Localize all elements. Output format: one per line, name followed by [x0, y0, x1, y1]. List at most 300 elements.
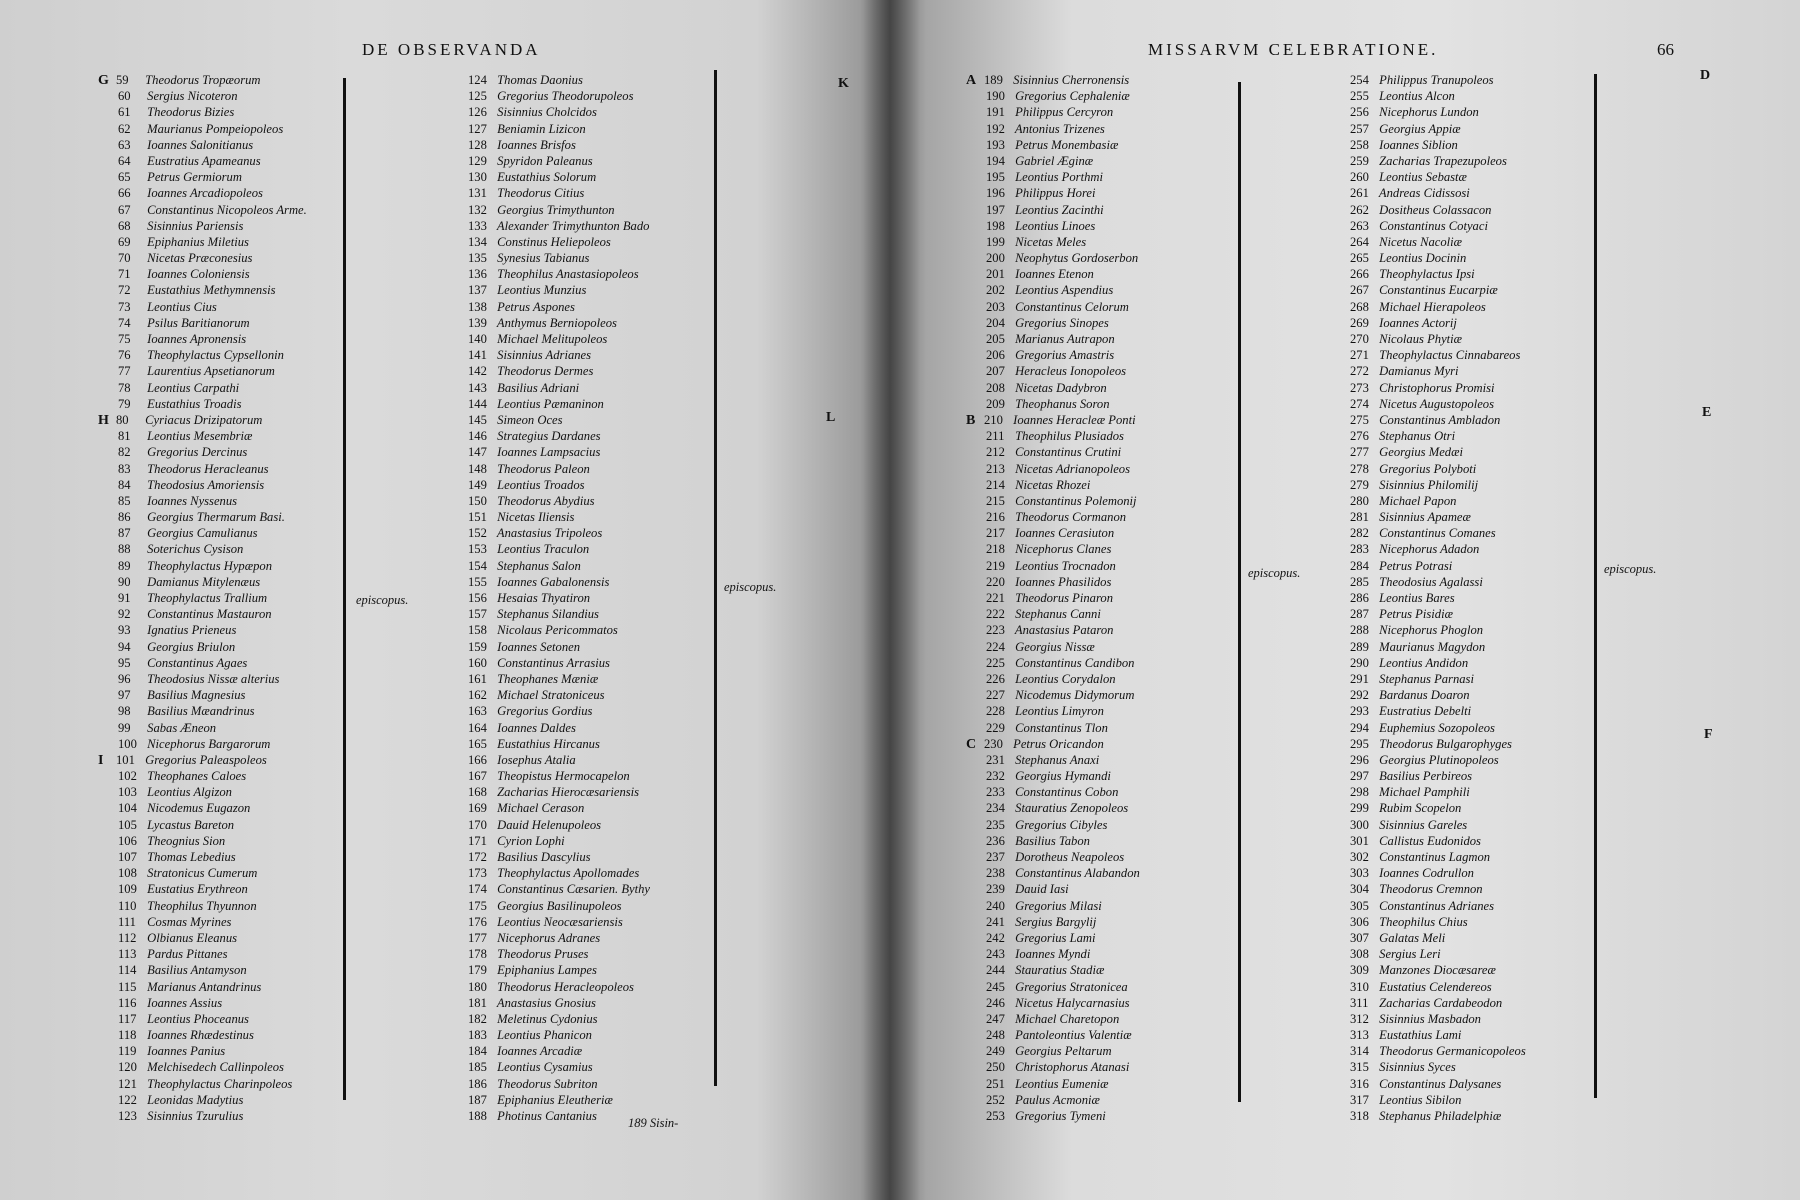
- list-item: [468, 1108, 650, 1124]
- entry-number: 106: [118, 833, 137, 848]
- list-item: [1350, 202, 1526, 218]
- entry-number: 107: [118, 850, 137, 864]
- entry-number: 230: [984, 736, 1003, 751]
- list-item: [1350, 315, 1526, 331]
- entry-number: 265: [1350, 251, 1369, 266]
- entry-name: Michael Charetopon: [1012, 1011, 1120, 1026]
- section-letter: B: [966, 412, 976, 428]
- entry-number: 306: [1350, 914, 1369, 929]
- entry-number: 205: [986, 332, 1005, 346]
- entry-number: 128: [468, 137, 487, 152]
- entry-name: Constantinus Nicopoleos Arme.: [144, 202, 307, 217]
- entry-name: Sisinnius Tzurulius: [144, 1109, 244, 1123]
- entry-name: Nicephorus Phoglon: [1376, 623, 1484, 638]
- entry-name: Ioannes Gabalonensis: [494, 574, 610, 589]
- entry-name: Petrus Monembasiæ: [1012, 137, 1119, 152]
- entry-number: 152: [468, 526, 487, 541]
- entry-name: Gregorius Cephaleniæ: [1012, 89, 1130, 104]
- list-item: [118, 137, 307, 153]
- entry-number: 211: [986, 429, 1005, 444]
- list-item: [1350, 865, 1526, 881]
- entry-name: Constantinus Comanes: [1376, 526, 1496, 541]
- entry-name: Philippus Cercyron: [1012, 105, 1114, 120]
- left-column-2: [468, 72, 650, 1124]
- entry-name: Ioannes Heracleæ Ponti: [1010, 412, 1136, 427]
- entry-number: 137: [468, 283, 487, 298]
- entry-number: 125: [468, 89, 487, 104]
- entry-number: 94: [118, 639, 131, 654]
- entry-number: 308: [1350, 947, 1369, 962]
- list-item: [468, 590, 650, 606]
- entry-name: Georgius Medæi: [1376, 445, 1463, 460]
- list-item: [118, 979, 307, 995]
- right-column-1: [966, 72, 1140, 1124]
- entry-number: 223: [986, 623, 1005, 638]
- list-item: [118, 1076, 307, 1092]
- list-item: [468, 412, 650, 428]
- entry-name: Georgius Thermarum Basi.: [144, 510, 285, 525]
- entry-name: Leontius Phanicon: [494, 1028, 592, 1043]
- list-item: [986, 1108, 1140, 1124]
- entry-number: 172: [468, 850, 487, 864]
- list-item: [468, 1027, 650, 1043]
- entry-number: 206: [986, 348, 1005, 363]
- list-item: [1350, 849, 1526, 865]
- entry-name: Georgius Peltarum: [1012, 1044, 1112, 1059]
- entry-name: Nicephorus Adranes: [494, 930, 601, 945]
- entry-name: Theodorus Pinaron: [1012, 591, 1113, 605]
- list-item: [118, 639, 307, 655]
- entry-number: 286: [1350, 591, 1369, 605]
- entry-number: 225: [986, 655, 1005, 670]
- list-item: [986, 444, 1140, 460]
- entry-name: Constantinus Cæsarien. Bythy: [494, 882, 651, 897]
- entry-name: Paulus Acmoniæ: [1012, 1092, 1100, 1107]
- entry-name: Euphemius Sozopoleos: [1376, 720, 1495, 735]
- entry-number: 244: [986, 963, 1005, 978]
- entry-number: 89: [118, 558, 131, 573]
- list-item: [468, 558, 650, 574]
- entry-number: 256: [1350, 105, 1369, 120]
- entry-number: 279: [1350, 477, 1369, 492]
- entry-name: Stephanus Parnasi: [1376, 671, 1474, 686]
- entry-number: 207: [986, 364, 1005, 379]
- entry-name: Leontius Phoceanus: [144, 1011, 249, 1026]
- entry-name: Basilius Tabon: [1012, 833, 1090, 848]
- entry-number: 100: [118, 736, 137, 751]
- entry-number: 145: [468, 412, 487, 427]
- entry-name: Nicetus Halycarnasius: [1012, 995, 1130, 1010]
- entry-name: Basilius Antamyson: [144, 963, 247, 978]
- entry-number: 142: [468, 364, 487, 379]
- left-running-header: DE OBSERVANDA: [362, 40, 541, 59]
- entry-name: Michael Papon: [1376, 493, 1457, 508]
- entry-number: 260: [1350, 170, 1369, 185]
- list-item: [986, 396, 1140, 412]
- entry-number: 133: [468, 218, 487, 233]
- entry-number: 276: [1350, 429, 1369, 444]
- entry-number: 72: [118, 283, 131, 298]
- entry-name: Psilus Baritianorum: [144, 315, 250, 330]
- entry-name: Constantinus Adrianes: [1376, 898, 1495, 913]
- entry-number: 194: [986, 153, 1005, 168]
- entry-number: 259: [1350, 153, 1369, 168]
- entry-name: Theodorus Bizies: [144, 105, 235, 120]
- list-item: [118, 687, 307, 703]
- list-item: [468, 1011, 650, 1027]
- entry-number: 124: [468, 73, 487, 87]
- list-item: [1350, 946, 1526, 962]
- entry-name: Nicetas Iliensis: [494, 510, 575, 525]
- list-item: [1350, 1092, 1526, 1108]
- entry-number: 136: [468, 267, 487, 282]
- list-item: [468, 833, 650, 849]
- entry-name: Constantinus Cotyaci: [1376, 218, 1488, 233]
- entry-number: 166: [468, 752, 487, 767]
- entry-name: Theophanes Mæniæ: [494, 671, 599, 686]
- entry-number: 157: [468, 607, 487, 622]
- list-item: [986, 331, 1140, 347]
- entry-number: 132: [468, 202, 487, 217]
- list-item: [468, 250, 650, 266]
- entry-name: Michael Cerason: [494, 801, 585, 816]
- list-item: [986, 299, 1140, 315]
- entry-name: Gregorius Sinopes: [1012, 315, 1109, 330]
- right-page: [890, 0, 1800, 1200]
- entry-name: Constantinus Agaes: [144, 655, 248, 670]
- entry-number: 122: [118, 1092, 137, 1107]
- entry-number: 131: [468, 186, 487, 201]
- entry-number: 243: [986, 947, 1005, 962]
- entry-number: 168: [468, 785, 487, 800]
- entry-number: 294: [1350, 720, 1369, 735]
- entry-number: 301: [1350, 833, 1369, 848]
- entry-name: Strategius Dardanes: [494, 429, 601, 444]
- list-item: [468, 493, 650, 509]
- entry-number: 203: [986, 299, 1005, 314]
- entry-number: 216: [986, 510, 1005, 525]
- entry-name: Leontius Docinin: [1376, 251, 1467, 266]
- entry-name: Ioannes Myndi: [1012, 947, 1091, 962]
- list-item: [1350, 752, 1526, 768]
- list-item: [986, 720, 1140, 736]
- list-item: [468, 185, 650, 201]
- list-item: [986, 655, 1140, 671]
- entry-number: 186: [468, 1076, 487, 1091]
- entry-number: 232: [986, 769, 1005, 784]
- entry-number: 187: [468, 1092, 487, 1107]
- entry-name: Ioannes Panius: [144, 1044, 226, 1059]
- list-item: [118, 104, 307, 120]
- entry-name: Marianus Autrapon: [1012, 332, 1115, 346]
- entry-number: 254: [1350, 73, 1369, 87]
- entry-number: 264: [1350, 234, 1369, 249]
- entry-name: Theophilus Anastasiopoleos: [494, 267, 639, 282]
- list-item: [986, 137, 1140, 153]
- list-item: [1350, 234, 1526, 250]
- entry-name: Sabas Æneon: [144, 720, 217, 735]
- entry-name: Basilius Perbireos: [1376, 769, 1473, 784]
- list-item: [986, 703, 1140, 719]
- entry-name: Petrus Pisidiæ: [1376, 607, 1453, 622]
- entry-name: Thomas Daonius: [494, 73, 583, 87]
- entry-number: 113: [118, 947, 137, 962]
- entry-number: 262: [1350, 202, 1369, 217]
- entry-number: 269: [1350, 315, 1369, 330]
- entry-name: Sisinnius Cholcidos: [494, 105, 597, 120]
- entry-name: Georgius Trimythunton: [494, 202, 615, 217]
- entry-number: 68: [118, 218, 131, 233]
- list-item: [118, 914, 307, 930]
- list-item: [1350, 396, 1526, 412]
- entry-name: Theophilus Thyunnon: [144, 898, 257, 913]
- entry-name: Pardus Pittanes: [144, 947, 228, 962]
- list-item: [986, 88, 1140, 104]
- list-item: [986, 865, 1140, 881]
- entry-name: Theodorus Citius: [494, 186, 585, 201]
- entry-name: Leontius Bares: [1376, 591, 1455, 605]
- entry-number: 267: [1350, 283, 1369, 298]
- list-item: [468, 234, 650, 250]
- entry-name: Gregorius Lami: [1012, 930, 1096, 945]
- list-item: [98, 72, 307, 88]
- list-item: [1350, 104, 1526, 120]
- entry-name: Theodosius Nissæ alterius: [144, 671, 280, 686]
- list-item: [118, 202, 307, 218]
- entry-number: 190: [986, 89, 1005, 104]
- entry-number: 97: [118, 688, 131, 703]
- entry-name: Theophylactus Cinnabareos: [1376, 348, 1521, 363]
- entry-name: Nicephorus Lundon: [1376, 105, 1479, 120]
- entry-number: 198: [986, 218, 1005, 233]
- entry-number: 309: [1350, 963, 1369, 978]
- list-item: [118, 720, 307, 736]
- entry-number: 200: [986, 251, 1005, 266]
- list-item: [986, 574, 1140, 590]
- list-item: [468, 914, 650, 930]
- entry-name: Leontius Traculon: [494, 542, 590, 557]
- entry-number: 238: [986, 866, 1005, 881]
- entry-number: 228: [986, 704, 1005, 719]
- list-item: [986, 1092, 1140, 1108]
- entry-number: 314: [1350, 1044, 1369, 1059]
- entry-name: Constantinus Candibon: [1012, 655, 1135, 670]
- entry-number: 178: [468, 947, 487, 962]
- entry-name: Michael Hierapoleos: [1376, 299, 1486, 314]
- list-item: [1350, 121, 1526, 137]
- entry-number: 169: [468, 801, 487, 816]
- entry-name: Leontius Linoes: [1012, 218, 1096, 233]
- entry-number: 305: [1350, 898, 1369, 913]
- entry-number: 192: [986, 121, 1005, 136]
- entry-name: Theodosius Amoriensis: [144, 477, 265, 492]
- entry-name: Leontius Pæmaninon: [494, 396, 604, 411]
- entry-number: 175: [468, 898, 487, 913]
- list-item: [1350, 655, 1526, 671]
- list-item: [468, 784, 650, 800]
- entry-name: Ioannes Assius: [144, 995, 223, 1010]
- entry-number: 235: [986, 817, 1005, 832]
- entry-name: Anastasius Pataron: [1012, 623, 1114, 638]
- entry-number: 69: [118, 234, 131, 249]
- entry-number: 226: [986, 671, 1005, 686]
- entry-name: Spyridon Paleanus: [494, 153, 593, 168]
- entry-number: 149: [468, 477, 487, 492]
- entry-name: Eustathius Methymnensis: [144, 283, 276, 298]
- list-item: [1350, 800, 1526, 816]
- entry-name: Sergius Bargylij: [1012, 914, 1097, 929]
- list-item: [118, 509, 307, 525]
- list-item: [468, 121, 650, 137]
- entry-number: 214: [986, 477, 1005, 492]
- entry-name: Leontius Munzius: [494, 283, 587, 298]
- entry-name: Sergius Nicoteron: [144, 89, 238, 104]
- list-item: [468, 655, 650, 671]
- entry-number: 300: [1350, 817, 1369, 832]
- list-item: [468, 299, 650, 315]
- entry-name: Cyrion Lophi: [494, 833, 565, 848]
- entry-number: 144: [468, 396, 487, 411]
- list-item: [468, 363, 650, 379]
- list-item: [468, 849, 650, 865]
- list-item: [118, 784, 307, 800]
- list-item: [986, 784, 1140, 800]
- entry-name: Eustathius Solorum: [494, 170, 597, 185]
- list-item: [468, 736, 650, 752]
- entry-name: Theophylactus Charinpoleos: [144, 1076, 293, 1091]
- entry-number: 249: [986, 1044, 1005, 1059]
- list-item: [1350, 687, 1526, 703]
- list-item: [118, 250, 307, 266]
- entry-number: 63: [118, 137, 131, 152]
- entry-name: Constantinus Polemonij: [1012, 493, 1137, 508]
- list-item: [468, 347, 650, 363]
- entry-number: 197: [986, 202, 1005, 217]
- entry-number: 252: [986, 1092, 1005, 1107]
- entry-name: Nicetas Meles: [1012, 234, 1087, 249]
- entry-number: 213: [986, 461, 1005, 476]
- entry-name: Leontius Porthmi: [1012, 170, 1103, 185]
- entry-number: 234: [986, 801, 1005, 816]
- entry-name: Laurentius Apsetianorum: [144, 364, 275, 379]
- entry-number: 272: [1350, 364, 1369, 379]
- entry-number: 253: [986, 1109, 1005, 1123]
- entry-number: 270: [1350, 332, 1369, 346]
- list-item: [468, 380, 650, 396]
- list-item: [1350, 541, 1526, 557]
- entry-name: Leontius Corydalon: [1012, 671, 1116, 686]
- entry-name: Constantinus Celorum: [1012, 299, 1129, 314]
- entry-name: Constantinus Cobon: [1012, 785, 1119, 800]
- entry-name: Leontius Cius: [144, 299, 217, 314]
- entry-number: 146: [468, 429, 487, 444]
- entry-number: 103: [118, 785, 137, 800]
- list-item: [986, 363, 1140, 379]
- entry-number: 239: [986, 882, 1005, 897]
- entry-number: 182: [468, 1011, 487, 1026]
- list-item: [986, 671, 1140, 687]
- entry-name: Hesaias Thyatiron: [494, 591, 591, 605]
- entry-name: Eustratius Apameanus: [144, 153, 261, 168]
- entry-name: Synesius Tabianus: [494, 251, 590, 266]
- entry-number: 299: [1350, 801, 1369, 816]
- list-item: [1350, 962, 1526, 978]
- list-item: [118, 995, 307, 1011]
- list-item: [986, 914, 1140, 930]
- list-item: [468, 282, 650, 298]
- list-item: [118, 477, 307, 493]
- list-item: [468, 946, 650, 962]
- entry-number: 311: [1350, 995, 1369, 1010]
- entry-name: Damianus Mitylenæus: [144, 574, 261, 589]
- list-item: [118, 930, 307, 946]
- list-item: [986, 250, 1140, 266]
- entry-name: Nicephorus Bargarorum: [144, 736, 271, 751]
- entry-number: 83: [118, 461, 131, 476]
- entry-name: Georgius Briulon: [144, 639, 236, 654]
- entry-number: 161: [468, 671, 487, 686]
- entry-name: Gregorius Milasi: [1012, 898, 1102, 913]
- left-brace-label-2: episcopus.: [724, 580, 777, 594]
- entry-name: Leontius Aspendius: [1012, 283, 1114, 298]
- list-item: [1350, 898, 1526, 914]
- entry-number: 246: [986, 995, 1005, 1010]
- entry-name: Sisinnius Masbadon: [1376, 1011, 1481, 1026]
- list-item: [468, 671, 650, 687]
- list-item: [118, 88, 307, 104]
- list-item: [1350, 493, 1526, 509]
- entry-name: Leontius Cysamius: [494, 1060, 593, 1075]
- entry-name: Gregorius Tymeni: [1012, 1109, 1106, 1123]
- entry-name: Theophylactus Apollomades: [494, 866, 640, 881]
- list-item: [468, 137, 650, 153]
- entry-name: Sisinnius Gareles: [1376, 817, 1468, 832]
- entry-name: Sisinnius Apameæ: [1376, 510, 1471, 525]
- entry-name: Zacharias Trapezupoleos: [1376, 153, 1507, 168]
- entry-name: Leontius Andidon: [1376, 655, 1469, 670]
- entry-name: Leontius Limyron: [1012, 704, 1104, 719]
- list-item: [468, 622, 650, 638]
- entry-name: Georgius Nissæ: [1012, 639, 1095, 654]
- entry-name: Stauratius Stadiæ: [1012, 963, 1105, 978]
- entry-number: 196: [986, 186, 1005, 201]
- list-item: [118, 833, 307, 849]
- entry-number: 295: [1350, 736, 1369, 751]
- entry-name: Stephanus Canni: [1012, 607, 1101, 622]
- list-item: [986, 477, 1140, 493]
- list-item: [1350, 509, 1526, 525]
- entry-number: 177: [468, 930, 487, 945]
- list-item: [468, 444, 650, 460]
- entry-name: Melchisedech Callinpoleos: [144, 1060, 284, 1075]
- entry-name: Nicolaus Phytiæ: [1376, 332, 1463, 346]
- list-item: [468, 509, 650, 525]
- entry-number: 201: [986, 267, 1005, 282]
- left-page: [0, 0, 890, 1200]
- list-item: [118, 1043, 307, 1059]
- list-item: [986, 898, 1140, 914]
- entry-name: Gregorius Polyboti: [1376, 461, 1477, 476]
- entry-name: Theodorus Germanicopoleos: [1376, 1044, 1526, 1059]
- list-item: [1350, 266, 1526, 282]
- entry-name: Stephanus Salon: [494, 558, 581, 573]
- entry-name: Sisinnius Pariensis: [144, 218, 244, 233]
- entry-name: Leontius Carpathi: [144, 380, 240, 395]
- entry-number: 179: [468, 963, 487, 978]
- entry-name: Ignatius Prieneus: [144, 623, 237, 638]
- entry-name: Andreas Cidissosi: [1376, 186, 1470, 201]
- entry-number: 76: [118, 348, 131, 363]
